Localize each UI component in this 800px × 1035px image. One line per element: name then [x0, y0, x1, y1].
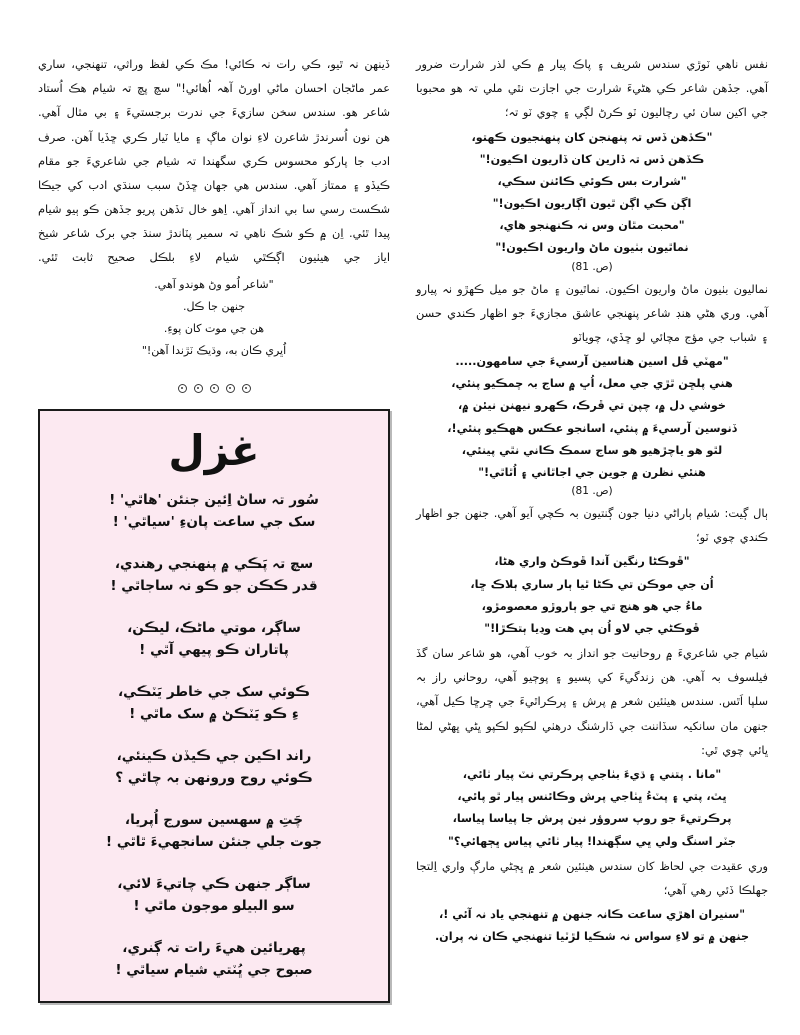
quote-line: "شاعر اُمو وڻ هوندو آهي.	[154, 277, 274, 291]
couplet-line: ڪوئي سک جي خاطر يَٽڪي،	[117, 683, 311, 700]
right-verse-4	[416, 764, 768, 853]
text-line: لڪپو لڪپو ڀڻي ڀهڻي لمڻا ڀائي چوي ٿي:	[416, 718, 768, 757]
verse-line: اڳن ڪي اڳن ٿيون اڳاريون اڪيون!"	[492, 197, 692, 211]
couplet-line: ءِ ڪو يَٽڪڻ ۾ سک ماٿي !	[129, 705, 299, 722]
text-line: نماليون بٺيون ماڻ واريون اڪيون. نماٿيون ۽ ماڻ جو ميل	[489, 281, 769, 296]
verse-line: نماٿيون بٺيون ماڻ واريون اڪيون!"	[495, 241, 689, 255]
ornament-dot-icon	[210, 384, 219, 393]
right-verse-2	[416, 351, 768, 484]
text-line: جو اظهار ڪندي چوي ٽو؛	[416, 506, 768, 545]
text-line: شاعر سان گڏ فيلسوف بہ آهي. هن زندگيءَ کي پسيو ۽ پوڄيو آهي،	[416, 646, 768, 685]
ghazal-couplet	[56, 745, 372, 789]
text-line: اِلتجا جهلڪا ڏئي رهي آهي؛	[416, 858, 768, 897]
left-column	[38, 52, 390, 995]
couplet-line: پهريائين هيءَ رات تہ ڳنري،	[122, 939, 306, 956]
verse-line: "مانا . پتني ۽ ڌيءَ بٺاجي پرڪرتي نٽ پيار ٺائي،	[462, 767, 722, 781]
citation-2: (ص. 81)	[571, 485, 613, 498]
verse-line: "مهٽي ڦل اسين هناسين آرسيءَ جي سامهون.....	[455, 355, 729, 369]
verse-line: پرڪرتيءَ جو روپ سروؤر نين پرش جا پياسا پياسا،	[452, 812, 732, 826]
couplet-line: چَتِ ۾ سهسين سورج اُپريا،	[124, 811, 304, 828]
text-line: ڏينهن نہ ٿيو، ڪي رات نہ ڪائي! مڪ ڪي لفظ وراثي، تنهنجي،	[71, 57, 390, 71]
text-line: سگهندا تہ شيام جي شاعريءَ جو مقام ڪيڏو ۽ ممتاز آهي. سندس هي	[38, 153, 390, 192]
text-line: شيام جي شاعريءَ ۾ روحانيت جو انداز بہ خوب آهي، هو	[489, 646, 769, 661]
verse-line: لٿو هو ياچڙهيو هو ساج سمڪ ڪاني نٿي پينئي،	[461, 443, 723, 457]
text-line: اظهار ڪندي حسن ۽ شباب جي مؤج مچائي لو ڇڏي، چوياٽو	[416, 305, 768, 344]
right-column	[416, 52, 768, 995]
ghazal-title: غزل	[168, 425, 260, 475]
verse-line: "ڪڏهن ڏس تہ پنهنجن کان پنهنجيون ڪهتو،	[471, 130, 713, 144]
text-line: ٻال ڳيت: شيام ٻاراڻي دنيا جون ڳنتيون بہ ڪچي آيو آهي. جنهن	[464, 506, 769, 521]
left-quote-block	[38, 274, 390, 362]
verse-line: جنهن ۾ تو لاءِ سواس نہ شڪيا لڙٽيا تنهنجي ڪان نہ پران.	[434, 930, 750, 944]
text-line: ڪهڙو نہ پيارو آهي. وري هڻي هنڊ شاعر پنهنجي عاشق مجازيءَ جو	[416, 281, 768, 320]
text-line: جهان ڇڏڻ سبب سنڌي ادب کي جيڪا شڪست رسي سا بي انداز	[38, 177, 390, 217]
ghazal-couplet	[56, 873, 372, 917]
quote-line: هن جي موت کان پوءِ.	[163, 321, 265, 335]
verse-line: ڪڏهن ڏس تہ ڏارين کان ڏاريون اڪيون!"	[479, 152, 705, 166]
text-line: شڪ ناهي تہ سمير پٽاندڙ سنڌ جي برک شاعر شيخ اياز جي هيٺيون	[38, 226, 391, 265]
right-paragraph-3	[416, 501, 768, 549]
couplet-line: ڪوئي روح ورونهن بہ چاٿي ؟	[115, 769, 313, 786]
right-paragraph-2	[416, 277, 768, 350]
ghazal-couplet	[56, 489, 372, 533]
right-verse-5	[416, 904, 768, 948]
text-line: اڳڪٿي شيام لاءِ بلڪل صحيح ثابت ٿئي.	[38, 250, 285, 265]
ghazal-couplet	[56, 553, 372, 597]
right-paragraph-5	[416, 854, 768, 902]
ghazal-couplet	[56, 937, 372, 981]
citation-1: (ص. 81)	[571, 260, 613, 273]
verse-line: "شرارت بس ڪوئي ڪائنن سڪي،	[497, 174, 687, 188]
verse-line: "محبت مٿان وس نہ ڪنهنجو هاي،	[499, 219, 685, 233]
ornament-dot-icon	[226, 384, 235, 393]
verse-line: ڦوڪڻي جي لاو اُن ٻي هت وڊيا ٻتڪڙا!"	[484, 621, 700, 635]
right-verse-3	[416, 551, 768, 640]
ornament-dot-icon	[178, 384, 187, 393]
text-line: ندرت برجستيءَ ۽ بي مثال آهي. هن نون اُسرندڙ شاعرن لاءِ نوان ماڳ	[38, 105, 390, 144]
verse-line: "ڦوڪڻا رنگين آندا ڦوڪڻ واري هڻا،	[494, 555, 690, 569]
text-line: محبوبا جي اکين سان ئي رچاليون ٽو ڪرڻ لڳي ۽ چوي ٽو تہ؛	[416, 81, 768, 120]
couplet-line: جوت جلي جنئن سانجهيءَ ٿاٿي !	[105, 833, 323, 850]
text-line: جي ڇرڇا ڪيل آهي، جنهن مان سانکيہ سڏاننت جي ڏارشنگ درهٺي	[416, 694, 769, 733]
couplet-line: ساڳر، موتي ماڻڪ، ليڪن،	[127, 619, 301, 636]
ghazal-couplet	[56, 809, 372, 853]
verse-line: ماءُ جي هو هنج تي جو ٻاروڙو معصومڙو،	[481, 599, 703, 613]
verse-line: "سنيران اهڙي ساعت ڪانہ جنهن ۾ تنهنجي ياد نہ آئي !،	[438, 908, 746, 922]
ghazal-couplet	[56, 681, 372, 725]
couplet-line: صبوح جي ڀُٽتي شيام سياٿي !	[115, 961, 313, 978]
quote-line: جنهن جا ڪل.	[182, 299, 246, 313]
verse-line: خوشي دل ۾، چپن تي ڦرڪ، ڪهرو نيهنن نيئن ۾،	[458, 399, 726, 413]
right-paragraph-1	[416, 52, 768, 125]
couplet-line: قدر ڪڪن جو ڪو نہ ساجاٿي !	[110, 577, 318, 594]
verse-line: هنئي نظرن ۾ جوين جي اجاٿاني ۽ اُٿاٿي!"	[478, 465, 706, 479]
verse-line: هني پلڇن ٿڙي جي معل، اُڀ ۾ ساج بہ چمڪيو پنئي،	[451, 377, 733, 391]
ornament-divider	[38, 384, 390, 393]
right-paragraph-4	[416, 641, 768, 762]
two-column-layout	[32, 52, 768, 995]
text-line: روحاني راز بہ سلپا اَٿس. سندس هيٺئين شعر ۾ پرش ۽ پرڪراٿيءَ	[416, 670, 769, 709]
ghazal-couplet	[56, 617, 372, 661]
ornament-dot-icon	[194, 384, 203, 393]
left-prose-top	[38, 52, 390, 270]
couplet-line: سچ تہ پَڪي ۾ پنهنجي رهندي،	[114, 555, 314, 572]
couplet-line: سو البيلو موجون ماٿي !	[133, 897, 295, 914]
verse-line: جٽر اسنگ ولي ڀي سڳهندا! پيار ٺائي پياس ڀڄهائي؟"	[448, 834, 736, 848]
right-verse-1	[416, 127, 768, 260]
quote-line: اُڀري ڪان به، وڌيڪ ٽڙندا آهن!"	[141, 343, 287, 357]
text-line: آهي. اِهو خال تڏهن پريو جڏهن ڪو ٻيو شيام پيدا ٿئي. اِن ۾ ڪو	[38, 202, 391, 241]
couplet-line: راند اڪين جي ڪيڏن ڪينئي،	[116, 747, 312, 764]
verse-line: ڀٽ، پتي ۽ پٽءُ ڀٺاجي پرش وڪائنس پيار ٿو پائي،	[457, 790, 727, 804]
ornament-dot-icon	[242, 384, 251, 393]
verse-line: اُن جي موڪن تي ڪڻا ٿيا ٻار ساري ٻلاڪ ڇا،	[470, 577, 714, 591]
couplet-line: سک جي ساعت پانءِ 'سياٿي' !	[112, 513, 316, 530]
text-line: ساري عمر ماڻجان احسان ماڻي اورڻ آهہ اُهائي!"	[38, 57, 390, 96]
text-line: ۽ مايا ٽيار ڪري ڇڏيا آهن. صرف ادب جا پارکو محسوس ڪري	[38, 129, 390, 168]
verse-line: ڏنوسين آرسيءَ ۾ پنئي، اسانجو عڪس ههڪيو پنئي!،	[447, 421, 737, 435]
ghazal-panel	[38, 409, 390, 1003]
text-line: آهي. جڏهن شاعر ڪي هڻيءَ شرارت جي اجازت نٿي ملي تہ هو	[450, 81, 768, 96]
text-line: سچ پچ تہ شيام هڪ اُستاد شاعر هو. سندس سخن سازيءَ جي	[38, 81, 390, 120]
couplet-line: ساڳر جنهن ڪي چاتيءَ لائي،	[117, 875, 311, 892]
text-line: نفس ناهي ٽوڙي سندس شريف ۽ پاڪ پيار ۾ ڪي لذر شرارت ضرور	[416, 57, 768, 71]
couplet-line: سُور تہ ساڻ اِئين جنئن 'هاٿي' !	[109, 491, 319, 508]
couplet-line: پاتاران ڪو پيهي آٿي !	[139, 641, 289, 658]
text-line: وري عقيدت جي لحاظ کان سندس هيٺئين شعر ۾ ڀڄڻي مارڳ واري	[441, 858, 768, 873]
